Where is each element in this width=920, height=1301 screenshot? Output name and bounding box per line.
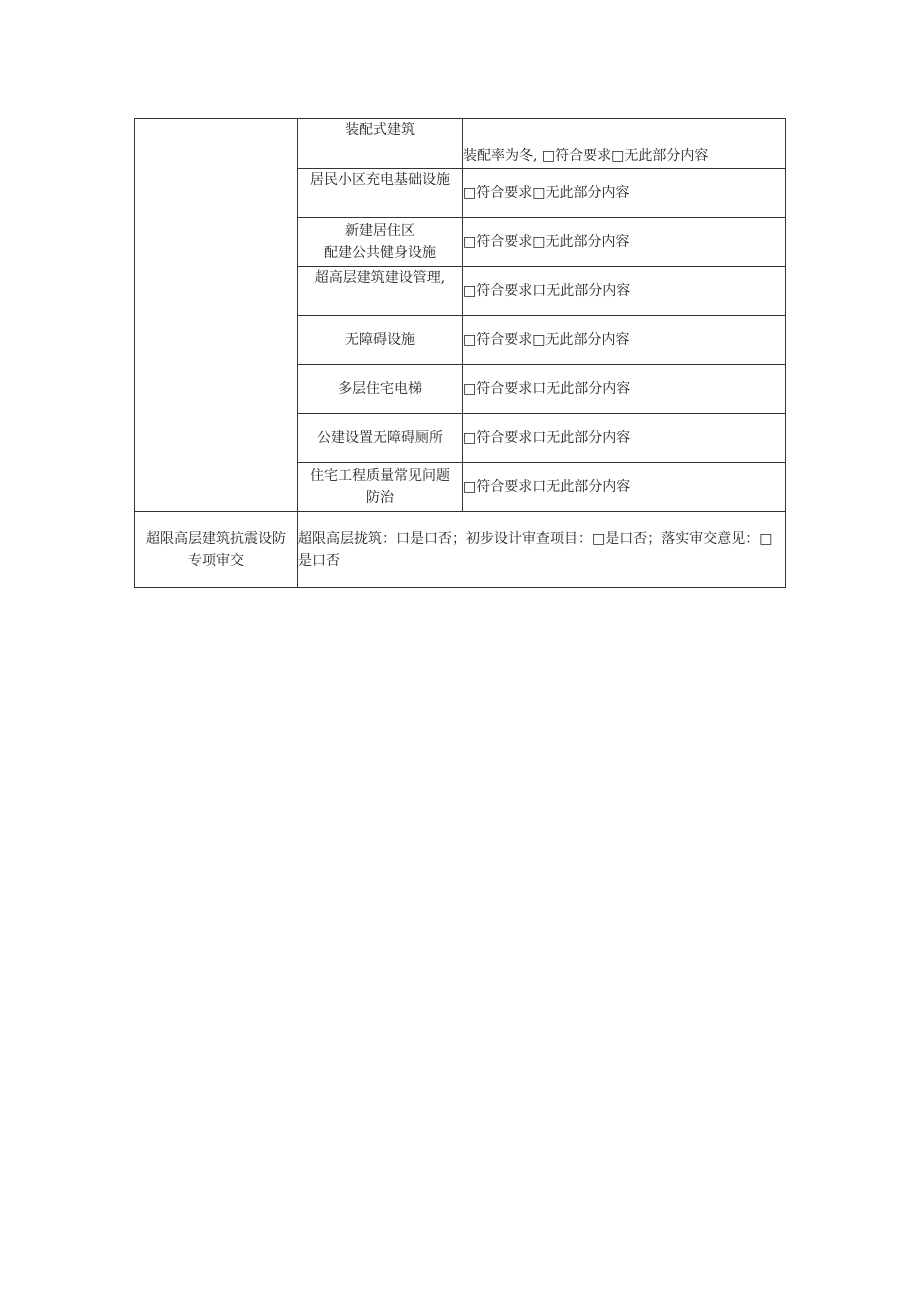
item-name-multistory-elevator: 多层住宅电梯	[298, 365, 463, 414]
item-name-line: 配建公共健身设施	[324, 245, 436, 261]
seismic-label-line: 专项审交	[188, 552, 244, 569]
item-name-accessibility: 无障碍设施	[298, 316, 463, 365]
item-name-super-highrise: 超高层建筑建设管理,	[298, 267, 463, 316]
table-row	[135, 512, 786, 588]
item-name-ev-charging: 居民小区充电基础设施	[298, 169, 463, 218]
item-name-fitness-facilities	[298, 218, 463, 267]
category-cell-empty	[135, 119, 298, 512]
item-value-multistory-elevator: □符合要求口无此部分内容	[463, 365, 786, 414]
item-name-prefab-building: 装配式建筑	[298, 119, 463, 169]
item-value-quality-issues: □符合要求口无此部分内容	[463, 463, 786, 512]
item-name-line: 新建居住区	[345, 223, 415, 239]
item-value-accessibility: □符合要求□无此部分内容	[463, 316, 786, 365]
item-name-line: 住宅工程质量常见问题	[310, 468, 450, 484]
item-value-ev-charging: □符合要求□无此部分内容	[463, 169, 786, 218]
item-value-accessible-toilet: □符合要求口无此部分内容	[463, 414, 786, 463]
item-value-super-highrise: □符合要求口无此部分内容	[463, 267, 786, 316]
item-name-line: 防治	[366, 490, 394, 506]
item-name-accessible-toilet: 公建设置无障碍厕所	[298, 414, 463, 463]
seismic-label-line: 超限高层建筑抗震设防	[146, 530, 286, 547]
seismic-review-label	[135, 512, 298, 588]
item-value-fitness-facilities: □符合要求□无此部分内容	[463, 218, 786, 267]
item-name-quality-issues	[298, 463, 463, 512]
review-form-table	[134, 118, 786, 588]
table-row	[135, 119, 786, 169]
item-value-prefab-building: 装配率为冬, □符合要求□无此部分内容	[463, 119, 786, 169]
seismic-review-value: 超限高层拢筑：口是口否；初步设计审查项目：□是口否；落实审交意见：□是口否	[298, 512, 786, 588]
